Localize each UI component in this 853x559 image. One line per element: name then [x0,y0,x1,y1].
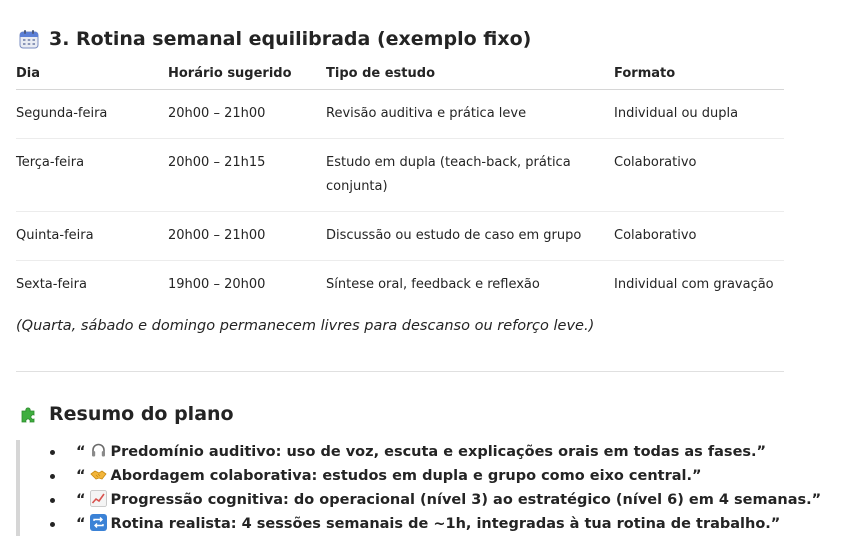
list-item [76,464,788,488]
table-cell: Segunda-feira [16,90,168,139]
list-item [76,488,822,512]
list-item-text: Rotina realista: 4 sessões semanais de ~1h, integradas à tua rotina de trabalho.” [110,516,781,532]
table-cell: Discussão ou estudo de caso em grupo [326,212,614,261]
puzzle-icon [18,403,40,425]
open-quote: “ [76,468,86,484]
section-heading-summary [18,403,234,425]
table-cell: 19h00 – 20h00 [168,277,266,292]
section-title: 3. Rotina semanal equilibrada (exemplo fixo) [49,28,532,50]
open-quote: “ [76,516,86,532]
divider [16,371,784,372]
column-header-formato: Formato [614,57,784,90]
column-header-tipo: Tipo de estudo [326,57,614,90]
table-cell: 20h00 – 21h00 [168,212,326,261]
table-cell: 20h00 – 21h00 [168,90,326,139]
table-cell: Estudo em dupla (teach-back, prática conjunta) [326,139,614,212]
handshake-icon [90,466,107,483]
table-header-row [16,57,784,90]
table-cell: Quinta-feira [16,212,168,261]
table-cell: Colaborativo [614,139,784,212]
chart-increasing-icon [90,490,107,507]
section-heading-routine [18,28,531,50]
headphones-icon [90,442,107,459]
list-item [76,440,788,464]
table-row [16,261,784,310]
column-header-horario: Horário sugerido [168,57,326,90]
list-item-text: Abordagem colaborativa: estudos em dupla e grupo como eixo central.” [110,468,702,484]
calendar-icon [18,28,40,50]
table-cell: Revisão auditiva e prática leve [326,90,614,139]
table-cell: Sexta-feira [16,277,87,292]
open-quote: “ [76,444,86,460]
table-row [16,212,784,261]
table-cell: Síntese oral, feedback e reflexão [326,277,540,292]
table-cell: Individual ou dupla [614,90,784,139]
open-quote: “ [76,492,86,508]
table-row [16,139,784,212]
table-row [16,90,784,139]
summary-blockquote [16,440,822,536]
list-item [76,512,788,536]
table-cell: Individual com gravação [614,277,774,292]
table-cell: 20h00 – 21h15 [168,139,326,212]
table-cell: Colaborativo [614,212,784,261]
section-title: Resumo do plano [49,403,234,425]
table-cell: Terça-feira [16,139,168,212]
column-header-dia: Dia [16,57,168,90]
list-item-text: Progressão cognitiva: do operacional (nível 3) ao estratégico (nível 6) em 4 semanas.” [110,492,822,508]
list-item-text: Predomínio auditivo: uso de voz, escuta e explicações orais em todas as fases.” [110,444,767,460]
repeat-icon [90,514,107,531]
note-text: (Quarta, sábado e domingo permanecem livres para descanso ou reforço leve.) [16,318,595,334]
routine-table [16,57,784,309]
summary-list [20,440,822,536]
